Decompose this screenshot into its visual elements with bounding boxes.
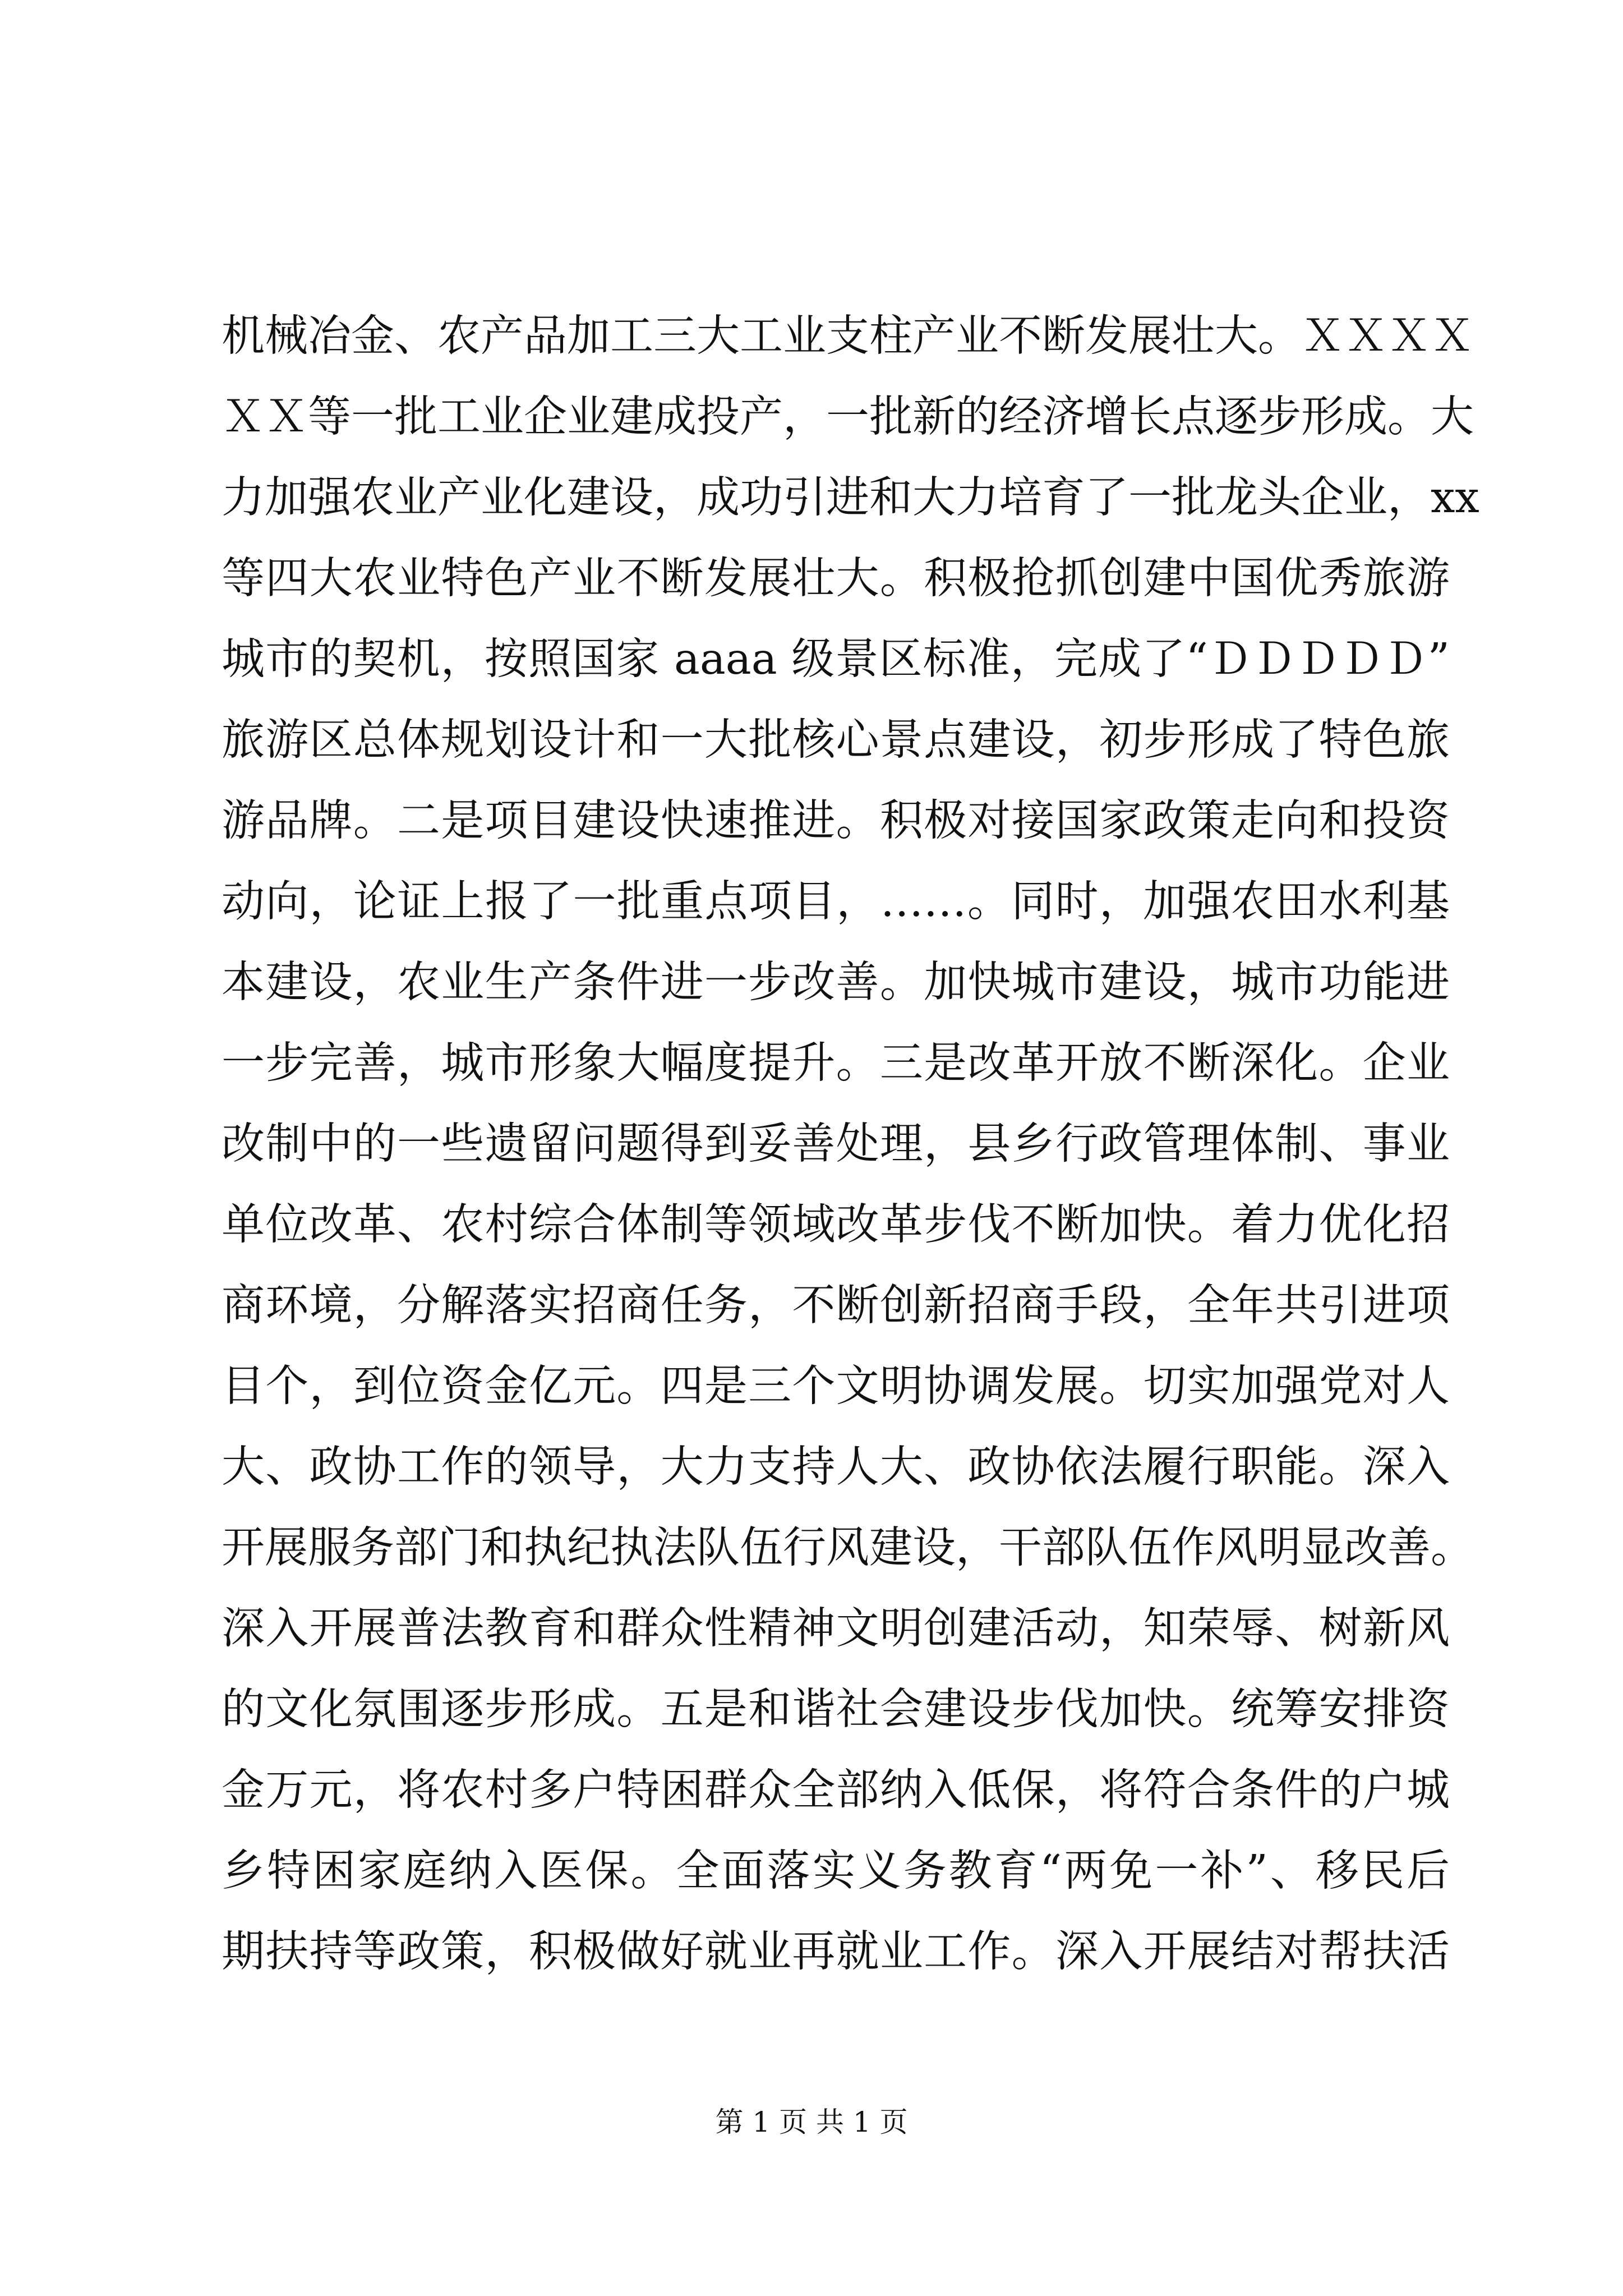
page-number-footer: 第 1 页 共 1 页 [715, 2106, 908, 2138]
body-paragraph [222, 296, 1479, 1993]
text-line: 金万元，将农村多户特困群众全部纳入低保，将符合条件的户城 [222, 1765, 1450, 1815]
text-line: 改制中的一些遗留问题得到妥善处理，县乡行政管理体制、事业 [222, 1119, 1450, 1169]
text-line: 商环境，分解落实招商任务，不断创新招商手段，全年共引进项 [222, 1281, 1450, 1331]
text-line: 动向，论证上报了一批重点项目，……。同时，加强农田水利基 [222, 877, 1450, 927]
text-line: 等四大农业特色产业不断发展壮大。积极抢抓创建中国优秀旅游 [222, 554, 1450, 604]
text-line: 开展服务部门和执纪执法队伍行风建设，干部队伍作风明显改善。 [222, 1523, 1474, 1573]
text-line: 单位改革、农村综合体制等领域改革步伐不断加快。着力优化招 [222, 1200, 1450, 1250]
text-line: 乡特困家庭纳入医保。全面落实义务教育“两免一补”、移民后 [222, 1846, 1450, 1896]
text-line: 一步完善，城市形象大幅度提升。三是改革开放不断深化。企业 [222, 1038, 1450, 1088]
text-line: 机械冶金、农产品加工三大工业支柱产业不断发展壮大。ＸＸＸＸ [222, 311, 1474, 361]
text-line: 力加强农业产业化建设，成功引进和大力培育了一批龙头企业，xx [222, 473, 1479, 523]
text-line: 游品牌。二是项目建设快速推进。积极对接国家政策走向和投资 [222, 796, 1450, 846]
text-line: 城市的契机，按照国家 aaaa 级景区标准，完成了“ＤＤＤＤＤ” [222, 634, 1450, 684]
text-line: ＸＸ等一批工业企业建成投产，一批新的经济增长点逐步形成。大 [222, 392, 1474, 442]
text-line: 大、政协工作的领导，大力支持人大、政协依法履行职能。深入 [222, 1442, 1450, 1492]
text-line: 目个，到位资金亿元。四是三个文明协调发展。切实加强党对人 [222, 1361, 1450, 1411]
text-line: 期扶持等政策，积极做好就业再就业工作。深入开展结对帮扶活 [222, 1927, 1450, 1977]
text-line: 旅游区总体规划设计和一大批核心景点建设，初步形成了特色旅 [222, 715, 1450, 765]
text-line: 深入开展普法教育和群众性精神文明创建活动，知荣辱、树新风 [222, 1604, 1450, 1654]
text-line: 本建设，农业生产条件进一步改善。加快城市建设，城市功能进 [222, 958, 1450, 1007]
text-line: 的文化氛围逐步形成。五是和谐社会建设步伐加快。统筹安排资 [222, 1685, 1450, 1734]
